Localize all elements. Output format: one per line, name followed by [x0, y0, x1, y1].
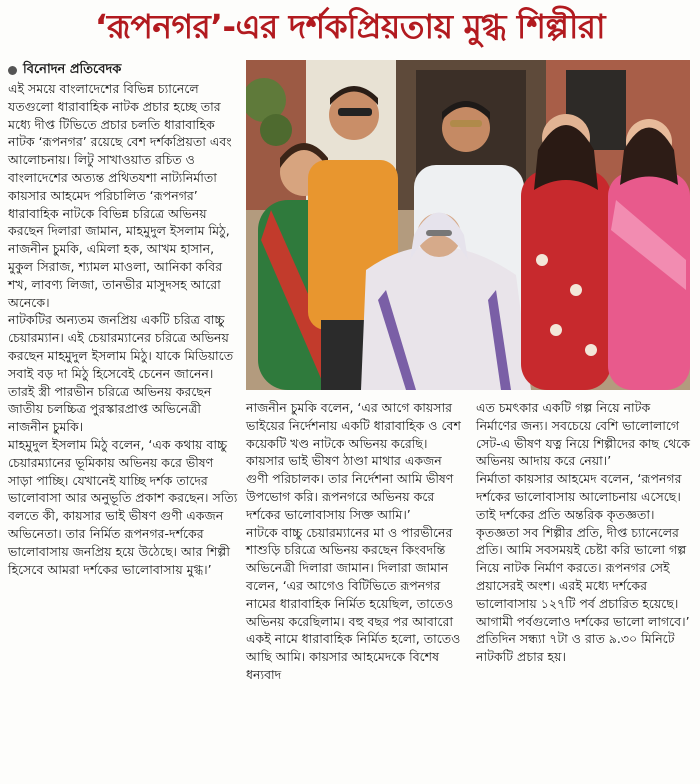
paragraph: নির্মাতা কায়সার আহমেদ বলেন, ‘রূপনগর দর্শকের ভালোবাসায় আলোচনায় এসেছে। তাই দর্শকের প্রতি অন্তরিক কৃতজ্ঞতা।	[476, 471, 682, 522]
cast-group-photo	[246, 60, 690, 390]
paragraph: নাটকটির অন্যতম জনপ্রিয় একটি চরিত্র বাচ্চু চেয়ারম্যান। এই চেয়ারম্যানের চরিত্রে অভিনয় করছেন মাহমুদুল ইসলাম মিঠু। যাকে মিডিয়াতে সবাই বড় দা মিঠু হিসেবেই চেনেন জানেন। তারই স্ত্রী পারভীন চরিত্রে অভিনয় করছেন জাতীয় চলচ্চিত্র পুরস্কারপ্রাপ্ত অভিনেত্রী নাজনীন চুমকি।	[8, 312, 234, 435]
paragraph: কৃতজ্ঞতা সব শিল্পীর প্রতি, দীপ্ত চ্যানেলের প্রতি। আমি সবসময়ই চেষ্টা করি ভালো গল্প নিয়ে নাটক নির্মাণ করতে। রূপনগর সেই প্রয়াসেরই অংশ। এরই মধ্যে দর্শকের ভালোবাসায় ১২৭টি পর্ব প্রচারিত হয়েছে। আগামী পর্বগুলোও দর্শকের ভালো লাগবে।’ প্রতিদিন সন্ধ্যা ৭টা ও রাত ৯.৩০ মিনিটে নাটকটি প্রচার হয়।	[476, 524, 690, 665]
paragraph: মাহমুদুল ইসলাম মিঠু বলেন, ‘এক কথায় বাচ্চু চেয়ারম্যানের ভূমিকায় অভিনয় করে ভীষণ সাড়া পাচ্ছি। যেখানেই যাচ্ছি দর্শক তাদের ভালোবাসা আর অনুভূতি প্রকাশ করছেন। সত্যি বলতে কী, কায়সার ভাই ভীষণ গুণী একজন অভিনেতা। তার নির্মিত রূপনগর-দর্শকের ভালোবাসায় জনপ্রিয় হয়ে উঠেছে। আর শিল্পী হিসেবে আমরা দর্শকের ভালোবাসায় মুগ্ধ।’	[8, 436, 238, 577]
headline: ‘রূপনগর’-এর দর্শকপ্রিয়তায় মুগ্ধ শিল্পীরা	[94, 7, 606, 46]
byline	[8, 60, 121, 80]
article-column-3	[476, 399, 690, 779]
byline-text: বিনোদন প্রতিবেদক	[23, 61, 122, 77]
paragraph: এই সময়ে বাংলাদেশের বিভিন্ন চ্যানেলে যতগুলো ধারাবাহিক নাটক প্রচার হচ্ছে তার মধ্যে দীপ্ত টিভিতে প্রচার চলতি ধারাবাহিক নাটক ‘রূপনগর’ রয়েছে বেশ দর্শকপ্রিয়তা এবং আলোচনায়। লিটু সাখাওয়াত রচিত ও বাংলাদেশের অত্যন্ত প্রথিতযশা নাট্যনির্মাতা কায়সার আহমেদ পরিচালিত ‘রূপনগর’ ধারাবাহিক নাটকে বিভিন্ন চরিত্রে অভিনয় করছেন দিলারা জামান, মাহমুদুল ইসলাম মিঠু, নাজনীন চুমকি, এমিলা হক, আখম হাসান, মুকুল সিরাজ, শ্যামল মাওলা, আনিকা কবির শখ, লাবণ্য লিজা, তানভীর মাসুদসহ আরো অনেকে।	[8, 81, 232, 310]
article-column-1	[8, 80, 240, 780]
paragraph: নাজনীন চুমকি বলেন, ‘এর আগে কায়সার ভাইয়ের নির্দেশনায় একটি ধারাবাহিক ও বেশ কয়েকটি খণ্ড নাটকে অভিনয় করেছি। কায়সার ভাই ভীষণ ঠাণ্ডা মাথার একজন গুণী পরিচালক। তার নির্দেশনা আমি ভীষণ উপভোগ করি। রূপনগরে অভিনয় করে দর্শকের ভালোবাসায় সিক্ত আমি।’	[246, 400, 461, 522]
paragraph: এত চমৎকার একটি গল্প নিয়ে নাটক নির্মাণের জন্য। সবচেয়ে বেশি ভালোলাগে সেট-এ ভীষণ যত্ন নিয়ে শিল্পীদের কাছ থেকে অভিনয় আদায় করে নেয়া।’	[476, 400, 690, 469]
article-column-2	[246, 399, 464, 779]
bullet-icon	[8, 66, 17, 75]
paragraph: নাটকে বাচ্চু চেয়ারম্যানের মা ও পারভীনের শাশুড়ি চরিত্রে অভিনয় করছেন কিংবদন্তি অভিনেত্রী দিলারা জামান। দিলারা জামান বলেন, ‘এর আগেও বিটিভিতে রূপনগর নামের ধারাবাহিক নির্মিত হয়েছিল, তাতেও অভিনয় করেছিলাম। বহু বছর পর আবারো একই নামে ধারাবাহিক নির্মিত হলো, তাতেও আছি আমি। কায়সার আহমেদকে বিশেষ ধন্যবাদ	[246, 524, 461, 682]
